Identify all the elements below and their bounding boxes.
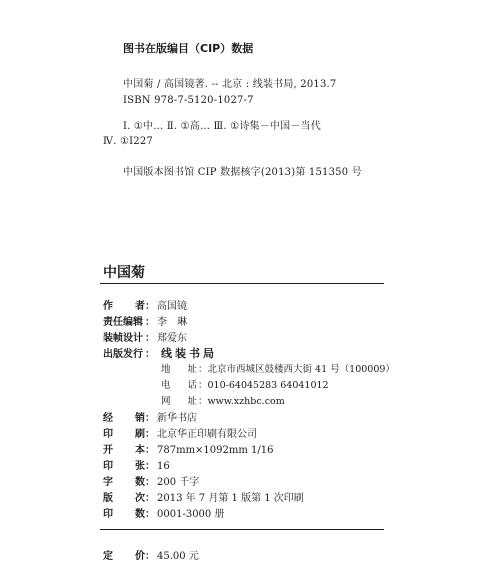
publisher-row: 出版发行 ： 线装书局 [103, 347, 217, 360]
editor-row: 责任编辑 ： 李 琳 [103, 313, 187, 327]
phone-value: 010-64045283 64041012 [207, 380, 329, 391]
sheets-label: 印 张 [103, 461, 145, 472]
format-value: 787mm×1092mm 1/16 [157, 445, 274, 456]
address-row: 地 址：北京市西城区鼓楼西大街 41 号（100009） [161, 361, 395, 375]
sheets-value: 16 [157, 461, 170, 472]
price-label: 定 价 [103, 551, 145, 562]
price-value: 45.00 元 [157, 551, 199, 562]
distributor-label: 经 销 [103, 413, 145, 424]
cip-class-line: Ⅳ. ①I227 [103, 136, 153, 147]
phone-label: 电 话 [161, 380, 197, 391]
publisher-label: 出版发行 [103, 349, 143, 360]
words-row: 字 数： 200 千字 [103, 473, 199, 487]
print-run-row: 印 数： 0001-3000 册 [103, 505, 224, 519]
address-label: 地 址 [161, 364, 197, 375]
printer-label: 印 刷 [103, 429, 145, 440]
designer-row: 装帧设计 ： 郑爱东 [103, 329, 187, 343]
distributor-row: 经 销： 新华书店 [103, 409, 197, 423]
edition-row: 版 次： 2013 年 7 月第 1 版第 1 次印刷 [103, 489, 304, 503]
printer-row: 印 刷： 北京华正印刷有限公司 [103, 425, 257, 439]
price-divider [100, 529, 384, 530]
website-row: 网 址：www.xzhbc.com [161, 393, 285, 407]
designer-label: 装帧设计 [103, 333, 143, 344]
address-value: 北京市西城区鼓楼西大街 41 号（100009） [207, 364, 395, 375]
print-run-value: 0001-3000 册 [157, 509, 225, 520]
cip-isbn-line: ISBN 978-7-5120-1027-7 [123, 95, 254, 106]
author-row: 作 者： 高国镜 [103, 297, 187, 311]
edition-value: 2013 年 7 月第 1 版第 1 次印刷 [157, 493, 304, 504]
sheets-row: 印 张： 16 [103, 457, 170, 471]
title-divider [100, 283, 384, 284]
format-row: 开 本： 787mm×1092mm 1/16 [103, 441, 273, 455]
edition-label: 版 次 [103, 493, 145, 504]
words-label: 字 数 [103, 477, 145, 488]
author-label: 作 者 [103, 301, 145, 312]
cip-heading: 图书在版编目（CIP）数据 [123, 42, 254, 55]
cip-title-line: 中国菊 / 高国镜著. -- 北京 : 线装书局, 2013.7 [123, 79, 337, 90]
editor-value: 李 琳 [157, 317, 187, 328]
price-row: 定 价： 45.00 元 [103, 547, 199, 561]
designer-value: 郑爱东 [157, 333, 187, 344]
publisher-value: 线装书局 [161, 347, 217, 360]
author-value: 高国镜 [157, 301, 187, 312]
book-title: 中国菊 [103, 265, 145, 281]
website-label: 网 址 [161, 396, 197, 407]
website-value: www.xzhbc.com [207, 396, 285, 407]
distributor-value: 新华书店 [157, 413, 197, 424]
print-run-label: 印 数 [103, 509, 145, 520]
cip-subject-line: Ⅰ. ①中… Ⅱ. ①高… Ⅲ. ①诗集－中国－当代 [123, 121, 321, 132]
cip-record-line: 中国版本图书馆 CIP 数据核字(2013)第 151350 号 [123, 167, 362, 178]
words-value: 200 千字 [157, 477, 200, 488]
printer-value: 北京华正印刷有限公司 [157, 429, 257, 440]
format-label: 开 本 [103, 445, 145, 456]
phone-row: 电 话：010-64045283 64041012 [161, 377, 329, 391]
editor-label: 责任编辑 [103, 317, 143, 328]
